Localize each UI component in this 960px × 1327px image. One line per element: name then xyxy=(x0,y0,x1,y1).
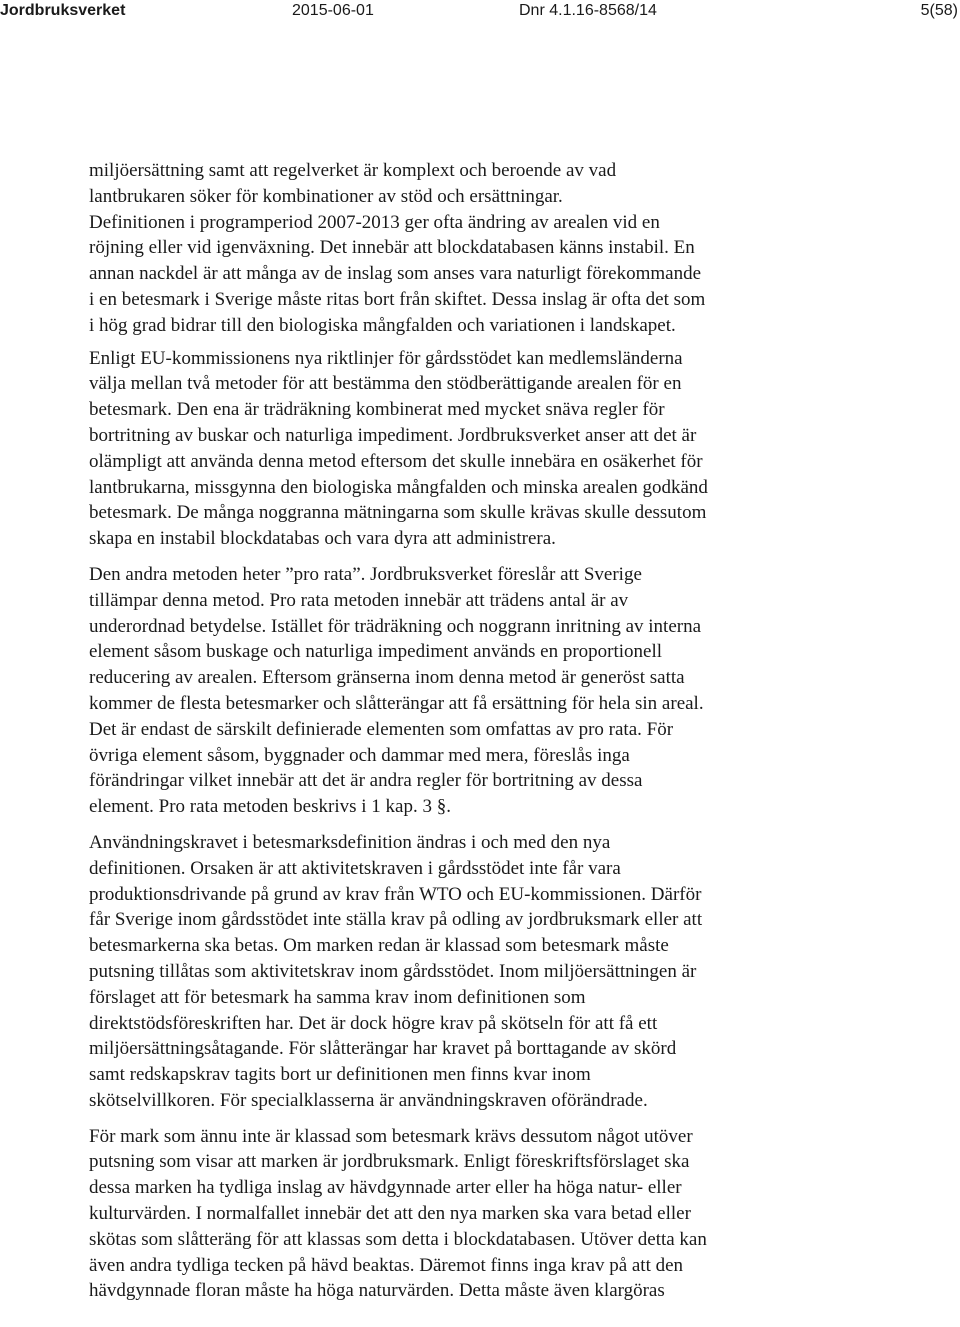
text-line: Definitionen i programperiod 2007-2013 ger ofta ändring av arealen vid en xyxy=(89,211,660,233)
paragraph xyxy=(89,562,827,820)
text-line: betesmark. De många noggranna mätningarna som skulle krävas skulle dessutom xyxy=(89,502,707,524)
paragraph xyxy=(89,1124,827,1305)
text-line: bortritning av buskar och naturliga impediment. Jordbruksverket anser att det är xyxy=(89,424,697,446)
organization-name: Jordbruksverket xyxy=(0,2,126,19)
text-line: samt redskapskrav tagits bort ur definitionen men finns kvar inom xyxy=(89,1064,591,1086)
text-line: skötas som slåtteräng för att klassas som detta i blockdatabasen. Utöver detta kan xyxy=(89,1228,707,1250)
text-line: skapa en instabil blockdatabas och vara dyra att administrera. xyxy=(89,528,556,550)
text-line: Det är endast de särskilt definierade elementen som omfattas av pro rata. För xyxy=(89,718,674,740)
text-line: skötselvillkoren. För specialklasserna är användningskraven oförändrade. xyxy=(89,1089,648,1111)
text-line: kommer de flesta betesmarker och slåtterängar att få ersättning för hela sin areal. xyxy=(89,692,704,714)
document-body xyxy=(89,158,827,1304)
text-line: annan nackdel är att många av de inslag som anses vara naturligt förekommande xyxy=(89,263,701,285)
text-line: lantbrukaren söker för kombinationer av stöd och ersättningar. xyxy=(89,185,563,207)
text-line: Den andra metoden heter ”pro rata”. Jordbruksverket föreslår att Sverige xyxy=(89,563,642,585)
text-line: i en betesmark i Sverige måste ritas bort från skiftet. Dessa inslag är ofta det som xyxy=(89,288,706,310)
paragraph xyxy=(89,346,827,552)
text-line: tillämpar denna metod. Pro rata metoden innebär att trädens antal är av xyxy=(89,589,629,611)
text-line: röjning eller vid igenväxning. Det innebär att blockdatabasen känns instabil. En xyxy=(89,237,695,259)
text-line: miljöersättning samt att regelverket är komplext och beroende av vad xyxy=(89,160,617,181)
text-line: miljöersättningsåtagande. För slåtterängar har kravet på borttagande av skörd xyxy=(89,1038,677,1060)
text-line: dessa marken ha tydliga inslag av hävdgynnade arter eller ha höga natur- eller xyxy=(89,1177,682,1199)
text-line: hävdgynnade floran måste ha höga naturvärden. Detta måste även klargöras xyxy=(89,1280,665,1302)
page-number: 5(58) xyxy=(920,2,958,19)
document-number: Dnr 4.1.16-8568/14 xyxy=(519,2,657,19)
text-line: övriga element såsom, byggnader och dammar med mera, föreslås inga xyxy=(89,744,630,766)
text-line: betesmarkerna ska betas. Om marken redan är klassad som betesmark måste xyxy=(89,935,669,957)
page-header xyxy=(0,0,960,22)
text-line: Enligt EU-kommissionens nya riktlinjer för gårdsstödet kan medlemsländerna xyxy=(89,347,683,369)
text-line: direktstödsföreskriften har. Det är dock högre krav på skötseln för att få ett xyxy=(89,1012,658,1034)
text-line: putsning som visar att marken är jordbruksmark. Enligt föreskriftsförslaget ska xyxy=(89,1151,690,1173)
text-line: även andra tydliga tecken på hävd beaktas. Däremot finns inga krav på att den xyxy=(89,1254,684,1276)
text-line: kulturvärden. I normalfallet innebär det att den nya marken ska vara betad eller xyxy=(89,1203,691,1225)
text-line: element. Pro rata metoden beskrivs i 1 kap. 3 §. xyxy=(89,796,451,818)
text-line: får Sverige inom gårdsstödet inte ställa krav på odling av jordbruksmark eller att xyxy=(89,909,703,931)
text-line: element såsom buskage och naturliga impediment används en proportionell xyxy=(89,641,663,663)
paragraph xyxy=(89,158,827,339)
text-line: förändringar vilket innebär att det är andra regler för bortritning av dessa xyxy=(89,770,643,792)
text-line: definitionen. Orsaken är att aktivitetskraven i gårdsstödet inte får vara xyxy=(89,857,621,879)
text-line: underordnad betydelse. Istället för trädräkning och noggrann inritning av interna xyxy=(89,615,702,637)
text-line: putsning tillåtas som aktivitetskrav inom gårdsstödet. Inom miljöersättningen är xyxy=(89,960,697,982)
text-line: olämpligt att använda denna metod eftersom det skulle innebära en osäkerhet för xyxy=(89,450,703,472)
text-line: lantbrukarna, missgynna den biologiska mångfalden och minska arealen godkänd xyxy=(89,476,708,498)
text-line: välja mellan två metoder för att bestämma den stödberättigande arealen för en xyxy=(89,373,682,395)
text-line: För mark som ännu inte är klassad som betesmark krävs dessutom något utöver xyxy=(89,1125,693,1147)
text-line: reducering av arealen. Eftersom gränserna inom denna metod är generöst satta xyxy=(89,667,685,689)
text-line: förslaget att för betesmark ha samma krav inom definitionen som xyxy=(89,986,586,1008)
text-line: i hög grad bidrar till den biologiska mångfalden och variationen i landskapet. xyxy=(89,314,676,336)
text-line: Användningskravet i betesmarksdefinition ändras i och med den nya xyxy=(89,831,611,853)
document-date: 2015-06-01 xyxy=(292,2,374,19)
text-line: betesmark. Den ena är trädräkning kombinerat med mycket snäva regler för xyxy=(89,399,665,421)
text-line: produktionsdrivande på grund av krav från WTO och EU-kommissionen. Därför xyxy=(89,883,702,905)
paragraph xyxy=(89,830,827,1114)
